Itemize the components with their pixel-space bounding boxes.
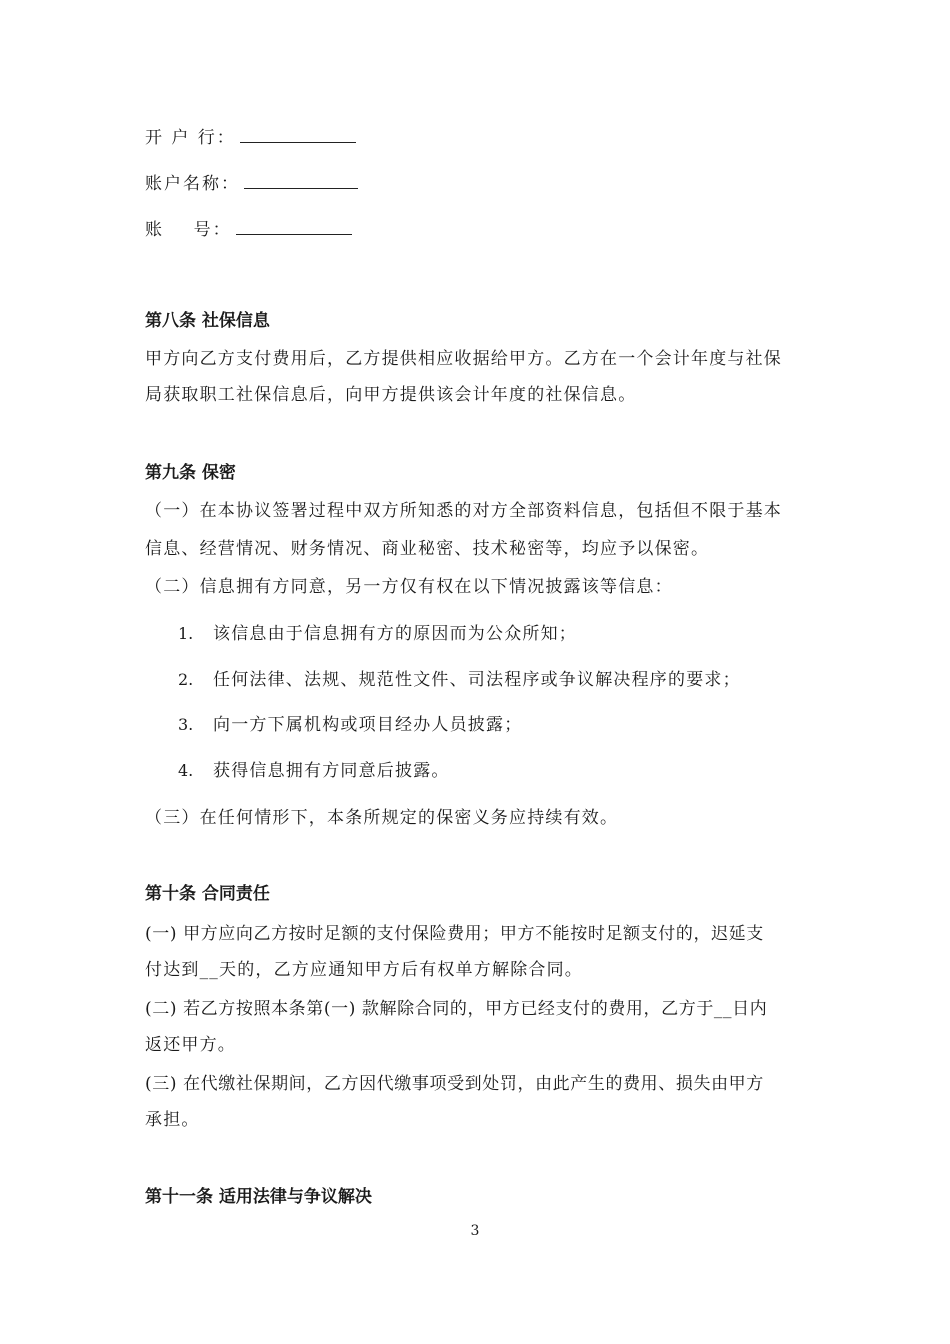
article-10-line-3: (二) 若乙方按照本条第(一) 款解除合同的，甲方已经支付的费用，乙方于__日内 <box>145 999 768 1019</box>
article-10-line-2: 付达到__天的，乙方应通知甲方后有权单方解除合同。 <box>145 960 583 980</box>
article-8-line-2: 局获取职工社保信息后，向甲方提供该会计年度的社保信息。 <box>145 385 637 405</box>
account-number-blank[interactable] <box>236 218 352 235</box>
article-9-p3: （三）在任何情形下，本条所规定的保密义务应持续有效。 <box>145 808 619 828</box>
article-9-title: 第九条 保密 <box>145 463 236 483</box>
account-number-label: 账 号： <box>145 220 232 240</box>
article-9-p1-line-1: （一）在本协议签署过程中双方所知悉的对方全部资料信息，包括但不限于基本 <box>145 501 782 521</box>
list-item-1-number: 1. <box>178 624 194 643</box>
article-10-title: 第十条 合同责任 <box>145 884 270 904</box>
article-10-line-5: (三) 在代缴社保期间，乙方因代缴事项受到处罚，由此产生的费用、损失由甲方 <box>145 1074 764 1094</box>
article-11-title: 第十一条 适用法律与争议解决 <box>145 1187 372 1207</box>
list-item-2-text: 任何法律、法规、规范性文件、司法程序或争议解决程序的要求； <box>213 670 741 690</box>
list-item-3-number: 3. <box>178 715 194 734</box>
list-item-4-text: 获得信息拥有方同意后披露。 <box>213 761 450 781</box>
article-9-p2: （二）信息拥有方同意，另一方仅有权在以下情况披露该等信息： <box>145 577 673 597</box>
account-name-row <box>145 172 358 195</box>
bank-row <box>145 126 356 149</box>
bank-blank[interactable] <box>240 126 356 143</box>
article-8-title: 第八条 社保信息 <box>145 311 270 331</box>
article-10-line-1: (一) 甲方应向乙方按时足额的支付保险费用；甲方不能按时足额支付的，迟延支 <box>145 924 764 944</box>
page-number: 3 <box>470 1223 480 1239</box>
list-item-1-text: 该信息由于信息拥有方的原因而为公众所知； <box>213 624 577 644</box>
account-number-row <box>145 218 352 241</box>
article-9-p1-line-2: 信息、经营情况、财务情况、商业秘密、技术秘密等，均应予以保密。 <box>145 539 710 559</box>
account-name-blank[interactable] <box>244 172 358 189</box>
list-item-4-number: 4. <box>178 761 194 780</box>
list-item-2-number: 2. <box>178 670 194 689</box>
bank-label: 开 户 行： <box>145 128 236 148</box>
article-8-line-1: 甲方向乙方支付费用后，乙方提供相应收据给甲方。乙方在一个会计年度与社保 <box>145 349 782 369</box>
account-name-label: 账户名称： <box>145 174 240 194</box>
article-10-line-6: 承担。 <box>145 1110 200 1130</box>
list-item-3-text: 向一方下属机构或项目经办人员披露； <box>213 715 523 735</box>
article-10-line-4: 返还甲方。 <box>145 1035 236 1055</box>
